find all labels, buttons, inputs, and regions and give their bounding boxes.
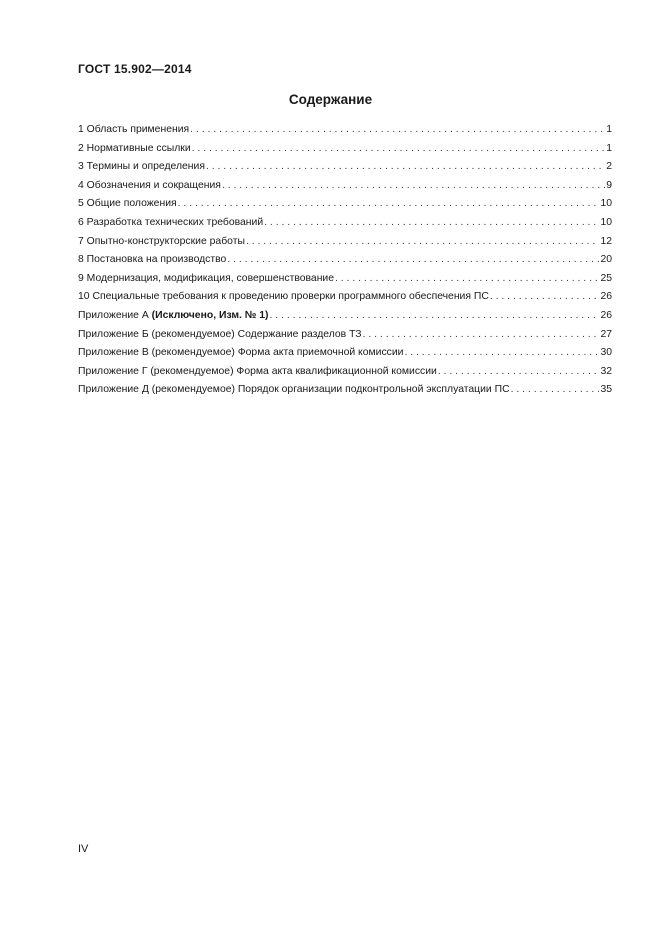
toc-entry-page: 25: [600, 272, 612, 284]
toc-entry-label: 6 Разработка технических требований: [78, 216, 264, 228]
table-of-contents: [78, 124, 612, 403]
toc-entry-label: [78, 310, 269, 321]
toc-entry-label: 10 Специальные требования к проведению проверки программного обеспечения ПС: [78, 291, 489, 303]
page-title: Содержание: [288, 92, 373, 107]
dot-leader: [264, 217, 599, 228]
toc-entry-label: 9 Модернизация, модификация, совершенствование: [78, 272, 335, 284]
toc-entry-page: 26: [600, 309, 612, 321]
toc-entry-page: 27: [600, 328, 612, 340]
dot-leader: [404, 347, 599, 358]
dot-leader: [511, 384, 600, 395]
toc-entry-page: 1: [606, 124, 612, 135]
toc-entry-page: 35: [600, 384, 612, 396]
toc-entry-page: 20: [600, 254, 612, 266]
toc-entry-label: 3 Термины и определения: [78, 161, 205, 173]
toc-entry[interactable]: [78, 143, 612, 162]
toc-entry[interactable]: [78, 180, 612, 199]
document-code: ГОСТ 15.902—2014: [78, 62, 192, 76]
dot-leader: [222, 180, 605, 191]
toc-entry-label: 4 Обозначения и сокращения: [78, 179, 221, 191]
toc-entry-label: 5 Общие положения: [78, 198, 177, 210]
dot-leader: [438, 366, 600, 377]
toc-entry-label: Приложение Б (рекомендуемое) Содержание разделов ТЗ: [78, 328, 362, 340]
toc-entry-page: 30: [600, 347, 612, 359]
toc-entry-label: 1 Область применения: [78, 124, 190, 135]
dot-leader: [227, 254, 599, 265]
toc-entry-label: Приложение Д (рекомендуемое) Порядок организации подконтрольной эксплуатации ПС: [78, 384, 510, 396]
toc-entry-label: Приложение В (рекомендуемое) Форма акта приемочной комиссии: [78, 347, 404, 359]
toc-entry[interactable]: [78, 329, 612, 348]
toc-entry[interactable]: [78, 273, 612, 292]
dot-leader: [490, 291, 600, 302]
toc-entry-page: 32: [600, 365, 612, 377]
toc-entry-page: 10: [600, 216, 612, 228]
toc-entry[interactable]: [78, 236, 612, 255]
toc-entry[interactable]: [78, 291, 612, 310]
toc-entry[interactable]: [78, 161, 612, 180]
toc-entry-page: 1: [606, 142, 612, 154]
dot-leader: [246, 236, 600, 247]
dot-leader: [192, 143, 606, 154]
dot-leader: [190, 124, 605, 135]
toc-entry-label: 8 Постановка на производство: [78, 254, 227, 266]
toc-entry-page: 9: [606, 179, 612, 191]
toc-entry[interactable]: [78, 384, 612, 403]
dot-leader: [206, 161, 605, 172]
dot-leader: [363, 329, 600, 340]
toc-entry[interactable]: [78, 347, 612, 366]
toc-entry-page: 10: [600, 198, 612, 210]
toc-entry-label: Приложение Г (рекомендуемое) Форма акта квалификационной комиссии: [78, 365, 437, 377]
toc-entry-label-bold: (Исключено, Изм. № 1): [151, 309, 269, 321]
toc-entry[interactable]: [78, 198, 612, 217]
toc-entry[interactable]: [78, 366, 612, 385]
dot-leader: [335, 273, 599, 284]
toc-entry[interactable]: [78, 310, 612, 329]
toc-entry-page: 26: [600, 291, 612, 303]
toc-entry-page: 12: [600, 235, 612, 247]
dot-leader: [178, 198, 600, 209]
toc-entry[interactable]: [78, 217, 612, 236]
toc-entry-label: 7 Опытно-конструкторские работы: [78, 235, 245, 247]
toc-entry[interactable]: [78, 124, 612, 143]
toc-entry-label: 2 Нормативные ссылки: [78, 142, 191, 154]
page-number: IV: [78, 843, 89, 855]
toc-entry-label-prefix: Приложение А: [78, 309, 152, 321]
toc-entry-page: 2: [606, 161, 612, 173]
dot-leader: [270, 310, 600, 321]
toc-entry[interactable]: [78, 254, 612, 273]
